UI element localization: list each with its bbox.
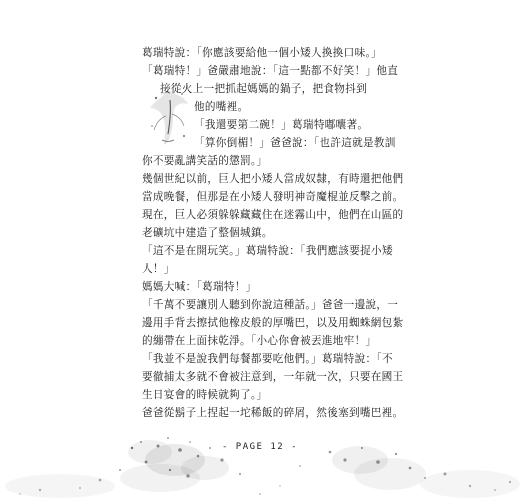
- text-line: 當成晚餐，但那是在小矮人發明神奇魔棍並反擊之前。: [142, 191, 404, 203]
- text-line: 「葛瑞特！」爸嚴肅地說：「這一點都不好笑！」他直: [142, 65, 399, 77]
- text-line: 葛瑞特說：「你應該要給他一個小矮人換換口味。」: [142, 47, 382, 59]
- text-line: 現在，巨人必須躲躲藏藏住在迷霧山中，他們在山區的: [142, 209, 404, 221]
- text-line: 邊用手背去擦拭他橡皮般的厚嘴巴，以及用蜘蛛網包紮: [142, 317, 404, 329]
- text-line: 「千萬不要讓別人聽到你說這種話。」爸爸一邊說，一: [142, 299, 399, 311]
- text-line: 他的嘴裡。: [194, 101, 249, 113]
- text-line: 「算你倒楣！」爸爸說：「也許這就是教訓: [194, 137, 396, 149]
- text-line: 「這不是在開玩笑。」葛瑞特說：「我們應該要捉小矮: [142, 245, 393, 257]
- text-line: 你不要亂講笑話的懲罰。」: [142, 155, 268, 167]
- text-line: 媽媽大喊：「葛瑞特！」: [142, 281, 257, 293]
- text-line: 老礦坑中建造了整個城鎮。: [142, 227, 273, 239]
- text-line: 幾個世紀以前，巨人把小矮人當成奴隸，有時還把他們: [142, 173, 404, 185]
- text-line: 要徹捕太多就不會被注意到，一年就一次，只要在國王: [142, 371, 404, 383]
- page-number: - PAGE 12 -: [221, 442, 299, 452]
- text-line: 的繃帶在上面抹乾淨。「小心你會被丟進地牢！」: [142, 335, 377, 347]
- text-line: 生日宴會的時候就夠了。」: [142, 389, 268, 401]
- ink-splash-illustration: [144, 86, 192, 148]
- text-line: 爸爸從鬍子上捏起一坨稀飯的碎屑，然後塞到嘴巴裡。: [142, 407, 404, 419]
- text-line: 「我並不是說我們每餐都要吃他們。」葛瑞特說：「不: [142, 353, 393, 365]
- text-line: 「我還要第二碗！」葛瑞特嘟囔著。: [194, 119, 369, 131]
- text-line: 接從火上一把抓起媽媽的鍋子，把食物抖到: [160, 83, 367, 95]
- text-line: 人！」: [142, 263, 175, 275]
